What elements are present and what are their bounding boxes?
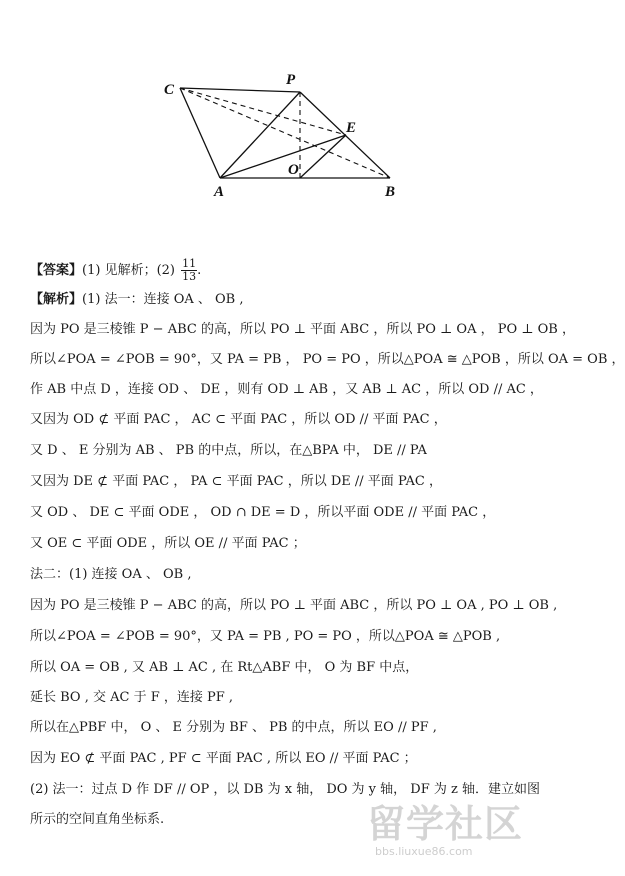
fraction-denominator: 13 <box>182 270 197 283</box>
geometry-figure <box>150 60 410 210</box>
edge-AE <box>220 135 346 178</box>
solution-line-7 <box>30 474 442 490</box>
answer-text: (1) 见解析；(2) <box>82 263 175 278</box>
solution-line-18 <box>30 812 164 828</box>
analysis-heading: 【解析】 <box>30 292 83 307</box>
solution-text: 法二：(1) 连接 OA 、 OB , <box>30 567 192 582</box>
solution-line-14 <box>30 690 233 706</box>
edge-CA <box>180 88 220 178</box>
answer-line <box>30 258 201 283</box>
answer-end: . <box>197 263 202 278</box>
solution-line-16 <box>30 751 417 767</box>
solution-line-13 <box>30 660 418 676</box>
solution-text: 作 AB 中点 D ，连接 OD 、 DE ，则有 OD ⊥ AB ，又 AB ⊥ AC ，所以 OD // AC ， <box>30 382 543 397</box>
solution-line-9 <box>30 536 306 552</box>
solution-text: 所以在△PBF 中， O 、 E 分别为 BF 、 PB 的中点，所以 EO // PF , <box>30 720 437 735</box>
fraction-numerator: 11 <box>182 257 197 270</box>
watermark-url: bbs.liuxue86.com <box>375 845 473 858</box>
solution-line-10 <box>30 567 191 583</box>
solution-line-17 <box>30 782 540 798</box>
solution-text: 所以∠POA = ∠POB = 90°，又 PA = PB ， PO = PO ，所以△POA ≅ △POB ，所以 OA = OB ， <box>30 352 625 367</box>
solution-text: 因为 PO 是三棱锥 P − ABC 的高，所以 PO ⊥ 平面 ABC ，所以 PO ⊥ OA , PO ⊥ OB , <box>30 598 558 613</box>
label-P: P <box>286 72 296 88</box>
solution-text: 又 OD 、 DE ⊂ 平面 ODE ， OD ∩ DE = D ，所以平面 ODE // 平面 PAC ， <box>30 505 496 520</box>
solution-text: 所示的空间直角坐标系. <box>30 812 165 827</box>
answer-heading: 【答案】 <box>30 263 83 278</box>
label-A: A <box>214 184 225 200</box>
watermark-title: 留学社区 <box>367 802 524 846</box>
solution-line-1 <box>30 292 243 308</box>
solution-line-11 <box>30 598 557 614</box>
solution-text: 因为 EO ⊄ 平面 PAC , PF ⊂ 平面 PAC , 所以 EO // 平面 PAC ； <box>30 751 417 766</box>
solution-line-6 <box>30 443 427 459</box>
solution-line-4 <box>30 382 543 398</box>
solution-text: 又因为 DE ⊄ 平面 PAC ， PA ⊂ 平面 PAC ，所以 DE // 平面 PAC ， <box>30 474 442 489</box>
edge-CB-dashed <box>180 88 390 178</box>
solution-line-3 <box>30 352 625 368</box>
label-B: B <box>385 184 396 200</box>
label-E: E <box>346 120 357 136</box>
solution-line-2 <box>30 322 575 338</box>
solution-text: 又因为 OD ⊄ 平面 PAC ， AC ⊂ 平面 PAC ，所以 OD // 平面 PAC ， <box>30 412 447 427</box>
solution-line-8 <box>30 505 495 521</box>
site-watermark <box>367 802 527 862</box>
solution-line-15 <box>30 720 437 736</box>
solution-text: (2) 法一：过点 D 作 DF // OP ，以 DB 为 x 轴， DO 为 y 轴， DF 为 z 轴．建立如图 <box>30 782 540 797</box>
solution-text: 又 D 、 E 分别为 AB 、 PB 的中点，所以，在△BPA 中， DE // PA <box>30 443 427 458</box>
answer-fraction <box>181 258 197 283</box>
solution-text: 又 OE ⊂ 平面 ODE ，所以 OE // 平面 PAC ； <box>30 536 306 551</box>
label-C: C <box>164 82 175 98</box>
label-O: O <box>288 162 299 178</box>
edge-CP <box>180 88 300 92</box>
solution-text: (1) 法一：连接 OA 、 OB , <box>82 292 244 307</box>
solution-text: 因为 PO 是三棱锥 P − ABC 的高，所以 PO ⊥ 平面 ABC ，所以 PO ⊥ OA ， PO ⊥ OB ， <box>30 322 575 337</box>
solution-text: 延长 BO , 交 AC 于 F ，连接 PF , <box>30 690 234 705</box>
solution-line-12 <box>30 629 500 645</box>
solution-line-5 <box>30 412 447 428</box>
solution-text: 所以 OA = OB , 又 AB ⊥ AC , 在 Rt△ABF 中， O 为 BF 中点， <box>30 660 419 675</box>
solution-text: 所以∠POA = ∠POB = 90°，又 PA = PB , PO = PO ，所以△POA ≅ △POB , <box>30 629 501 644</box>
